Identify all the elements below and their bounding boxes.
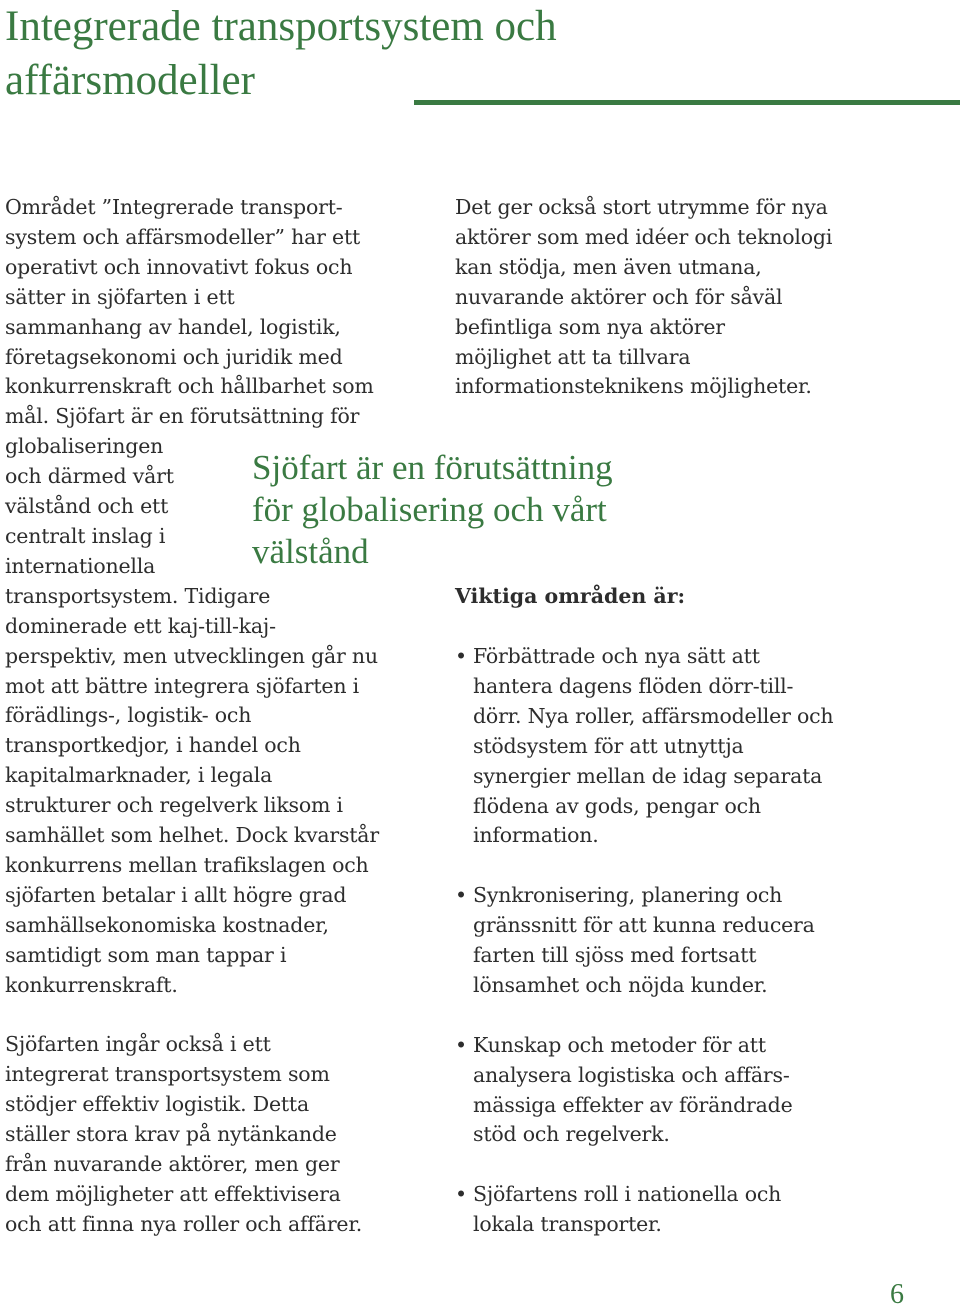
bullet-icon: • (455, 1032, 467, 1057)
integrated-system-paragraph: Sjöfarten ingår också i ett integrerat transportsystem som stödjer effektiv logistik. Detta ställer stora krav på nytänkande från nuvarande aktörer, men ger dem möjligheter att effektivisera och att finna nya roller och affärer. (5, 1032, 363, 1236)
pull-quote: Sjöfart är en förutsättning för globalisering och vårt välstånd (252, 448, 613, 571)
title-rule (414, 100, 960, 105)
key-areas-heading: Viktiga områden är: (455, 584, 686, 608)
left-column (5, 193, 435, 1240)
bullet-icon: • (455, 1182, 467, 1207)
bullet-icon: • (455, 883, 467, 908)
key-area-text: Kunskap och metoder för att analysera logistiska och affärs- mässiga effekter av förändrade stöd och regelverk. (473, 1032, 793, 1147)
key-area-item (455, 1031, 960, 1151)
key-areas-list (455, 642, 960, 1270)
key-area-text: Förbättrade och nya sätt att hantera dagens flöden dörr-till- dörr. Nya roller, affärsmodeller och stödsystem för att utnyttja synergier mellan de idag separata flödena av gods, pengar och information. (473, 644, 834, 848)
key-area-text: Synkronisering, planering och gränssnitt för att kunna reducera farten till sjöss med fortsatt lönsamhet och nöjda kunder. (473, 883, 815, 997)
new-actors-paragraph: Det ger också stort utrymme för nya aktörer som med idéer och teknologi kan stödja, men även utmana, nuvarande aktörer och för såväl befintliga som nya aktörer möjlighet att ta tillvara informationsteknikens möjligheter. (455, 195, 833, 399)
intro-paragraph: Området ”Integrerade transport- system och affärsmodeller” har ett operativt och innovativt fokus och sätter in sjöfarten i ett sammanhang av handel, logistik, företagsekonomi och juridik med konkurrenskraft och hållbarhet som mål. Sjöfart är en förutsättning för globaliseringen och därmed vårt välstånd och ett centralt inslag i internationella transportsystem. Tidigare dominerade ett kaj-till-kaj- perspektiv, men utvecklingen går nu mot att bättre integrera sjöfarten i förädlings-, logistik- och transportkedjor, i handel och kapitalmarknader, i legala strukturer och regelverk liksom i samhället som helhet. Dock kvarstår konkurrens mellan trafikslagen och sjöfarten betalar i allt högre grad samhällsekonomiska kostnader, samtidigt som man tappar i konkurrenskraft. (5, 195, 379, 997)
bullet-icon: • (455, 644, 467, 668)
page-title: Integrerade transportsystem och affärsmodeller (5, 3, 557, 104)
page-number: 6 (890, 1279, 904, 1310)
right-column-intro (455, 193, 960, 402)
key-area-text: Sjöfartens roll i nationella och lokala transporter. (473, 1182, 782, 1237)
key-area-item (455, 881, 960, 1001)
key-area-item (455, 642, 960, 851)
key-area-item (455, 1180, 960, 1240)
